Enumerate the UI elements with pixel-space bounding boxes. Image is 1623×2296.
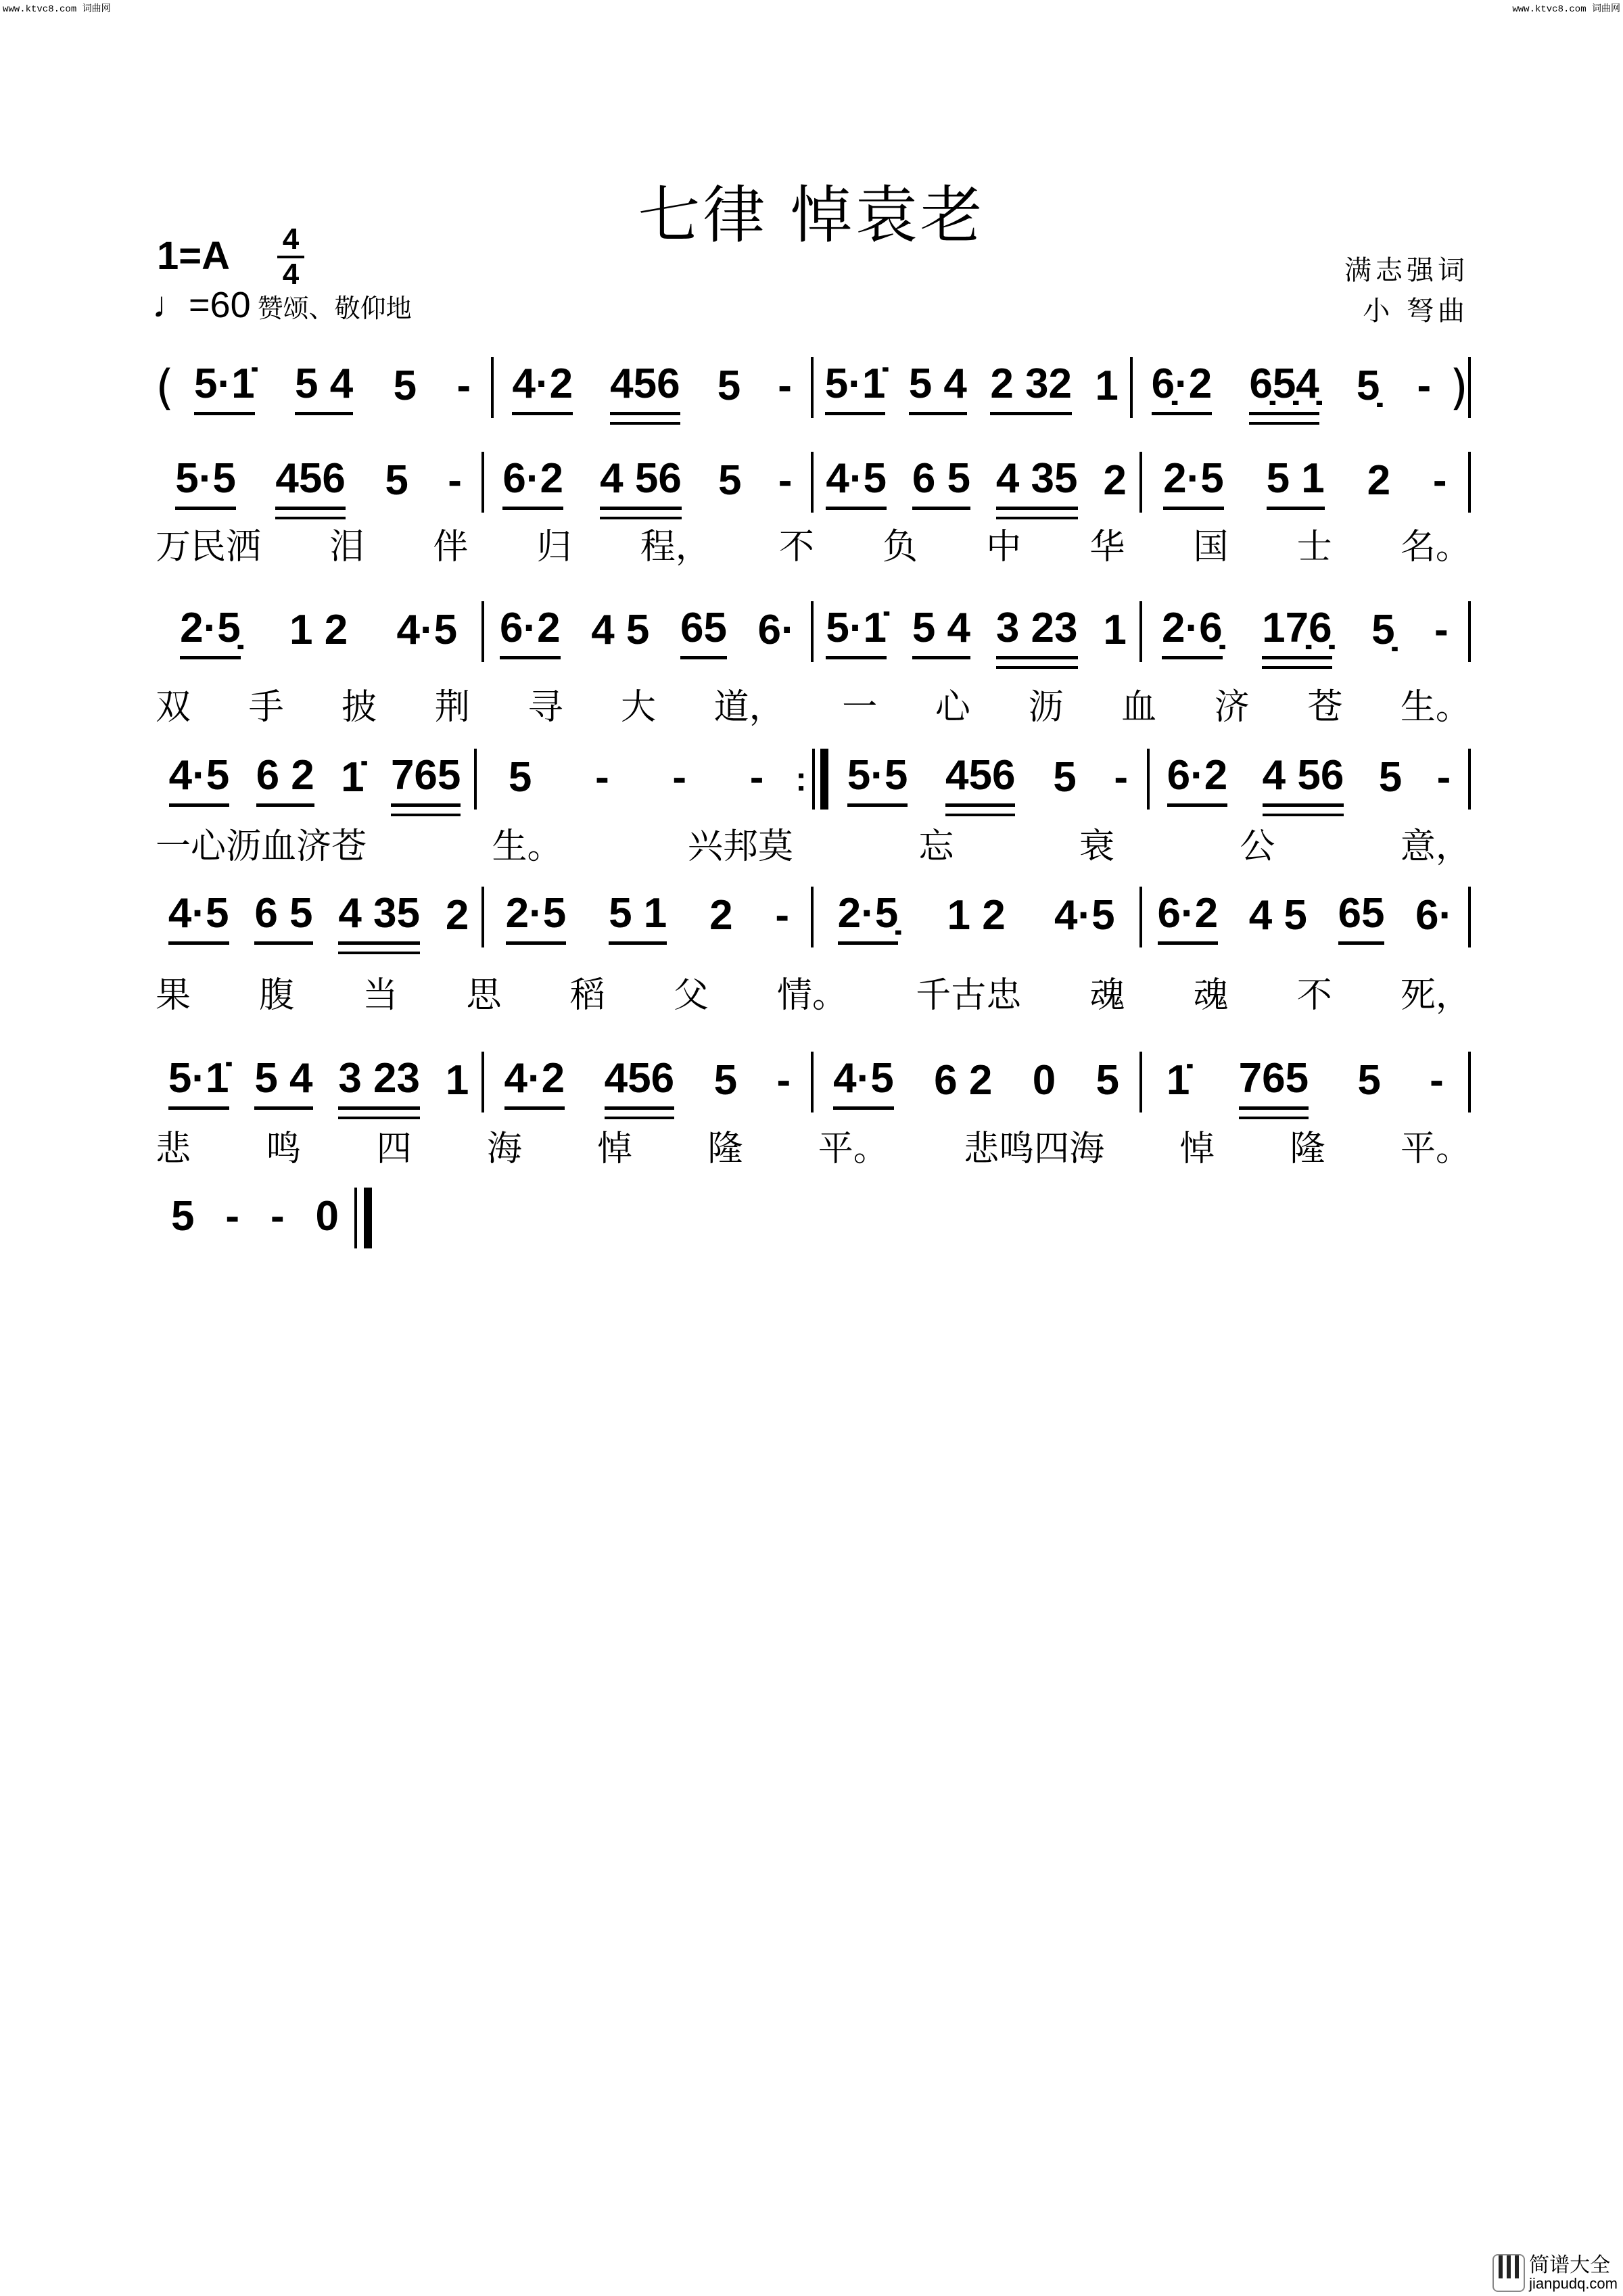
measure (814, 1052, 1139, 1112)
note-group: - (1430, 1056, 1444, 1104)
page-title: 七律 悼袁老 (638, 179, 985, 252)
measure (156, 1052, 481, 1112)
note-group: 6·2 (500, 604, 561, 659)
notation-row (156, 357, 1471, 418)
repeat-sign (795, 749, 828, 810)
note-group: 2 32 (990, 360, 1072, 415)
note-group: 4·5 (833, 1054, 894, 1110)
lyric-word: 腹 (259, 975, 295, 1016)
note-group: - (775, 891, 790, 939)
note-group: 6 2 (256, 751, 314, 807)
note-group: 5̣ (1371, 606, 1395, 653)
note-group: 0 (315, 1192, 339, 1240)
note-group: 4·5 (826, 454, 887, 510)
note-group: 4·5 (169, 751, 230, 807)
note-group: - (270, 1192, 285, 1240)
note-group: 5·1̇ (826, 604, 887, 659)
note-group: 4·5 (396, 606, 458, 653)
note-group: 4 35 (338, 889, 420, 945)
note-group: 765 (1239, 1054, 1309, 1110)
lyric-word: 不 (778, 527, 814, 567)
note-group: - (225, 1192, 240, 1240)
lyric-word: 士 (1296, 527, 1332, 567)
note-group: - (456, 362, 471, 409)
measure (1142, 1052, 1468, 1112)
lyric-word: 泪 (329, 527, 365, 567)
note-group: 0 (1032, 1056, 1056, 1104)
close-parenthesis: ) (1449, 360, 1468, 415)
lyric-word: 情。 (777, 975, 848, 1016)
note-group: 5 (1096, 1056, 1120, 1104)
note-group: - (1434, 606, 1449, 653)
note-group: 5·1̇ (825, 360, 886, 415)
lyric-word: 苍 (1307, 687, 1343, 728)
note-group: 2 (445, 891, 469, 939)
note-group: 4 56 (600, 454, 682, 510)
lyric-word: 魂 (1089, 975, 1125, 1016)
measure (477, 749, 795, 810)
note-group: 4·5 (1054, 891, 1115, 939)
measure (1142, 887, 1468, 947)
note-group: - (1436, 753, 1451, 801)
lyric-word: 死， (1400, 975, 1471, 1016)
note-group: 456 (605, 1054, 674, 1110)
lyric-word: 中 (986, 527, 1022, 567)
measure (484, 1052, 810, 1112)
note-group: 6·2 (502, 454, 563, 510)
measure (484, 452, 810, 513)
note-group: 5 4 (912, 604, 970, 659)
lyric-word: 魂 (1193, 975, 1229, 1016)
note-group: 5 (508, 753, 532, 801)
note-group: - (448, 456, 462, 504)
note-group: 1 (1103, 606, 1127, 653)
note-group: 1̇ (1166, 1056, 1190, 1104)
barline (1468, 357, 1471, 418)
watermark-left: www.ktvc8.com 词曲网 (3, 4, 111, 15)
notation-row (156, 1052, 1471, 1112)
note-group: 5 (1378, 753, 1403, 801)
note-group: 4·2 (512, 360, 573, 415)
note-group: 5·1̇ (194, 360, 255, 415)
measure (1150, 749, 1468, 810)
barline (1468, 749, 1471, 810)
note-group: 1 2 (289, 606, 348, 653)
lyric-word: 悲鸣四海 (964, 1129, 1105, 1169)
note-group: 17̣6̣ (1262, 604, 1332, 659)
site-logo (1492, 2254, 1618, 2292)
measure (814, 887, 1139, 947)
barline (1468, 1052, 1471, 1112)
lyric-word: 血 (1121, 687, 1157, 728)
tempo-value: ♩=60 (152, 285, 251, 325)
lyrics-row (156, 678, 1471, 729)
logo-name: 简谱大全 (1529, 2253, 1611, 2277)
measure (156, 1188, 354, 1248)
lyric-word: 不 (1296, 975, 1332, 1016)
lyric-word: 意， (1400, 826, 1471, 867)
note-group: 3 23 (996, 604, 1078, 659)
measure (814, 601, 1139, 662)
note-group: 4 5 (591, 606, 650, 653)
note-group: 4 56 (1263, 751, 1344, 807)
note-group: 1 (445, 1056, 469, 1104)
lyric-word: 负 (883, 527, 918, 567)
note-group: 65 (680, 604, 727, 659)
note-group: 456 (610, 360, 680, 415)
measure (484, 601, 810, 662)
measure (1133, 357, 1450, 418)
note-group: 6 5 (912, 454, 970, 510)
note-group: 2·5̣ (180, 604, 241, 659)
note-group: 5 4 (254, 1054, 312, 1110)
lyric-word: 名。 (1400, 527, 1471, 567)
key-signature: 1=A (157, 234, 231, 278)
note-group: 2 (1367, 456, 1391, 504)
repeat-dots: : (795, 760, 807, 798)
watermark-right: www.ktvc8.com 词曲网 (1512, 4, 1620, 15)
note-group: - (749, 753, 764, 801)
note-group: 5 (717, 362, 741, 409)
notation-row (156, 452, 1471, 513)
lyric-word: 大 (621, 687, 657, 728)
lyric-word: 隆 (1290, 1129, 1325, 1169)
note-group: 6 2 (934, 1056, 993, 1104)
notation-row (156, 601, 1471, 662)
lyric-word: 济 (1214, 687, 1250, 728)
note-group: 6 5 (254, 889, 312, 945)
note-group: 5·5 (847, 751, 908, 807)
notation-row (156, 887, 1471, 947)
note-group: 5 (393, 362, 417, 409)
note-group: 5 (385, 456, 408, 504)
composer-credit: 小 弩曲 (1363, 296, 1469, 327)
lyric-word: 稻 (569, 975, 605, 1016)
note-group: - (778, 362, 792, 409)
note-group: 5 (1357, 1056, 1381, 1104)
note-group: 1̇ (341, 753, 364, 801)
lyric-word: 万民洒 (156, 527, 262, 567)
note-group: 5 (170, 1192, 195, 1240)
note-group: 5·1̇ (168, 1054, 229, 1110)
note-group: 765 (391, 751, 461, 807)
measure (814, 357, 1131, 418)
note-group: 6· (1415, 891, 1453, 939)
note-group: 65 (1338, 889, 1385, 945)
lyric-word: 华 (1089, 527, 1125, 567)
note-group: - (778, 456, 793, 504)
tempo-marking (152, 284, 412, 326)
lyric-word: 隆 (707, 1129, 743, 1169)
note-group: 5·5 (175, 454, 236, 510)
notation-row (156, 749, 1471, 810)
lyric-word: 一 (842, 687, 878, 728)
note-group: 6̣·2 (1152, 360, 1213, 415)
lyric-word: 双 (156, 687, 191, 728)
lyric-word: 平。 (818, 1129, 889, 1169)
note-group: 456 (275, 454, 345, 510)
time-signature (277, 222, 304, 291)
note-group: 5̣ (1356, 362, 1380, 409)
lyric-word: 沥 (1028, 687, 1064, 728)
lyric-word: 忘 (918, 826, 954, 867)
note-group: 1 (1095, 362, 1119, 409)
note-group: 5 (713, 1056, 738, 1104)
lyric-word: 寻 (527, 687, 563, 728)
note-group: - (1114, 753, 1129, 801)
barline (1468, 452, 1471, 513)
note-group: 456 (945, 751, 1015, 807)
lyric-word: 兴邦莫 (687, 826, 793, 867)
lyric-word: 伴 (433, 527, 469, 567)
measure (156, 452, 481, 513)
lyric-word: 海 (486, 1129, 522, 1169)
note-group: 1 2 (947, 891, 1006, 939)
lyric-word: 披 (342, 687, 377, 728)
note-group: 2 (709, 891, 733, 939)
note-group: 6̣5̣4̣ (1249, 360, 1319, 415)
lyric-word: 思 (466, 975, 502, 1016)
logo-url: jianpudq.com (1529, 2275, 1618, 2292)
note-group: 5 1 (609, 889, 667, 945)
lyric-word: 一心沥血济苍 (156, 826, 367, 867)
time-sig-top: 4 (282, 222, 300, 256)
note-group: 6·2 (1158, 889, 1219, 945)
note-group: 4 5 (1248, 891, 1307, 939)
lyrics-row (156, 1120, 1471, 1171)
note-group: 2·6̣ (1162, 604, 1223, 659)
note-group: 4·2 (504, 1054, 565, 1110)
measure (174, 357, 491, 418)
measure (156, 601, 481, 662)
lyric-word: 当 (362, 975, 398, 1016)
note-group: 5 4 (295, 360, 353, 415)
lyric-word: 心 (935, 687, 970, 728)
lyric-word: 悼 (1179, 1129, 1215, 1169)
measure (828, 749, 1147, 810)
note-group: 2·5 (506, 889, 567, 945)
lyric-word: 国 (1193, 527, 1229, 567)
expression-text: 赞颂、敬仰地 (257, 294, 412, 323)
note-group: 5 1 (1267, 454, 1325, 510)
barline-thin (354, 1188, 357, 1248)
lyric-word: 果 (156, 975, 191, 1016)
piano-icon (1492, 2254, 1525, 2292)
note-group: - (595, 753, 609, 801)
measure (484, 887, 810, 947)
barline-thick (820, 749, 828, 810)
lyric-word: 荆 (434, 687, 470, 728)
lyric-word: 千古忠 (916, 975, 1022, 1016)
lyric-word: 生。 (1400, 687, 1471, 728)
note-group: 2·5 (1163, 454, 1224, 510)
measure (1142, 601, 1468, 662)
barline-thick (364, 1188, 372, 1248)
measure (814, 452, 1139, 513)
note-group: - (776, 1056, 791, 1104)
barline (1468, 887, 1471, 947)
note-group: 6·2 (1167, 751, 1228, 807)
lyricist-credit: 满志强词 (1344, 255, 1469, 286)
lyric-word: 平。 (1400, 1129, 1471, 1169)
notation-row (156, 1188, 372, 1248)
note-group: 5 (718, 456, 742, 504)
lyrics-row (156, 818, 1471, 868)
lyric-word: 生。 (492, 826, 563, 867)
note-group: 3 23 (338, 1054, 420, 1110)
lyric-word: 道， (713, 687, 784, 728)
note-group: 2·5̣ (838, 889, 899, 945)
note-group: 6· (757, 606, 795, 653)
note-group: 5 4 (909, 360, 967, 415)
lyrics-row (156, 518, 1471, 569)
note-group: - (1417, 362, 1432, 409)
lyric-word: 程， (640, 527, 711, 567)
lyrics-row (156, 966, 1471, 1017)
lyric-word: 鸣 (266, 1129, 302, 1169)
note-group: 4 35 (996, 454, 1078, 510)
lyric-word: 公 (1240, 826, 1275, 867)
measure (1142, 452, 1468, 513)
lyric-word: 四 (376, 1129, 412, 1169)
time-sig-bottom: 4 (282, 258, 300, 291)
note-group: - (672, 753, 687, 801)
note-group: - (1432, 456, 1447, 504)
lyric-word: 手 (248, 687, 284, 728)
lyric-word: 悼 (597, 1129, 633, 1169)
open-parenthesis: ( (156, 360, 174, 415)
note-group: 5 (1053, 753, 1077, 801)
barline (1468, 601, 1471, 662)
note-group: 4·5 (168, 889, 229, 945)
measure (156, 749, 474, 810)
lyric-word: 悲 (156, 1129, 191, 1169)
barline-thin (812, 749, 815, 810)
lyric-word: 归 (536, 527, 572, 567)
measure (156, 887, 481, 947)
measure (494, 357, 811, 418)
note-group: 2 (1103, 456, 1127, 504)
lyric-word: 父 (673, 975, 709, 1016)
final-barline (354, 1188, 372, 1248)
lyric-word: 衰 (1079, 826, 1114, 867)
